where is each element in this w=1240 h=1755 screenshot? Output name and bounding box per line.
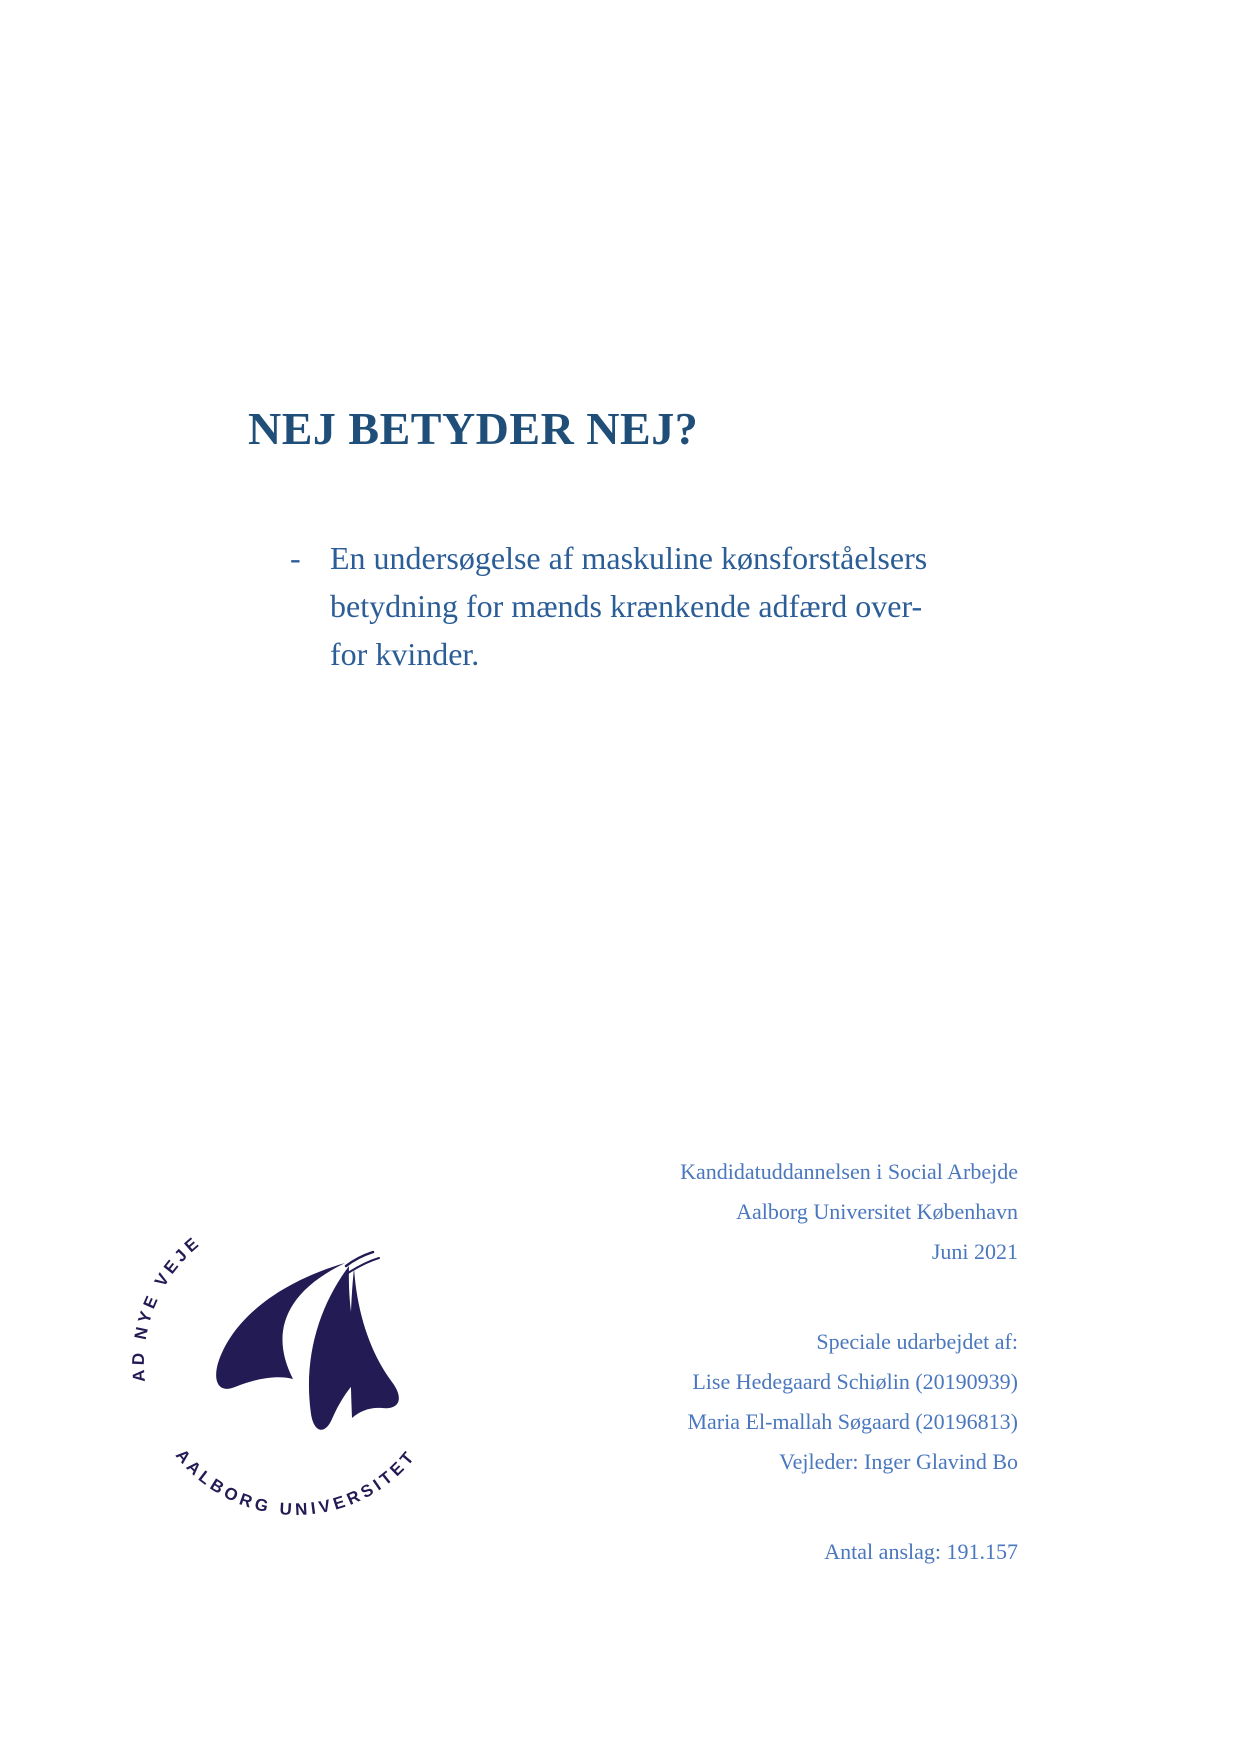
info-line-authors-heading: Speciale udarbejdet af: <box>816 1329 1018 1354</box>
subtitle <box>290 534 927 678</box>
page-title: NEJ BETYDER NEJ? <box>248 403 699 454</box>
logo-university-textpath: AALBORG UNIVERSITET <box>171 1445 421 1520</box>
info-line-author: Lise Hedegaard Schiølin (20190939) <box>692 1369 1018 1394</box>
info-line-date: Juni 2021 <box>931 1239 1018 1264</box>
subtitle-line: betydning for mænds krænkende adfærd over- <box>330 588 923 624</box>
list-dash: - <box>290 540 301 576</box>
logo-motto-text <box>129 1232 205 1383</box>
aau-logo-svg <box>121 1188 465 1532</box>
info-line-programme: Kandidatuddannelsen i Social Arbejde <box>680 1159 1018 1184</box>
subtitle-lines <box>330 534 927 678</box>
info-line-university: Aalborg Universitet København <box>736 1199 1018 1224</box>
aau-swoosh-icon <box>216 1252 399 1430</box>
logo-motto-textpath: AD NYE VEJE <box>128 1231 205 1383</box>
logo-university-text <box>172 1446 420 1520</box>
info-line-supervisor: Vejleder: Inger Glavind Bo <box>779 1449 1018 1474</box>
info-line-character-count: Antal anslag: 191.157 <box>824 1539 1018 1564</box>
info-line-author: Maria El-mallah Søgaard (20196813) <box>687 1409 1018 1434</box>
subtitle-line: En undersøgelse af maskuline kønsforståelsers <box>330 540 928 576</box>
aalborg-university-logo <box>121 1188 465 1532</box>
subtitle-line: for kvinder. <box>330 636 480 672</box>
info-block <box>680 1152 1018 1572</box>
